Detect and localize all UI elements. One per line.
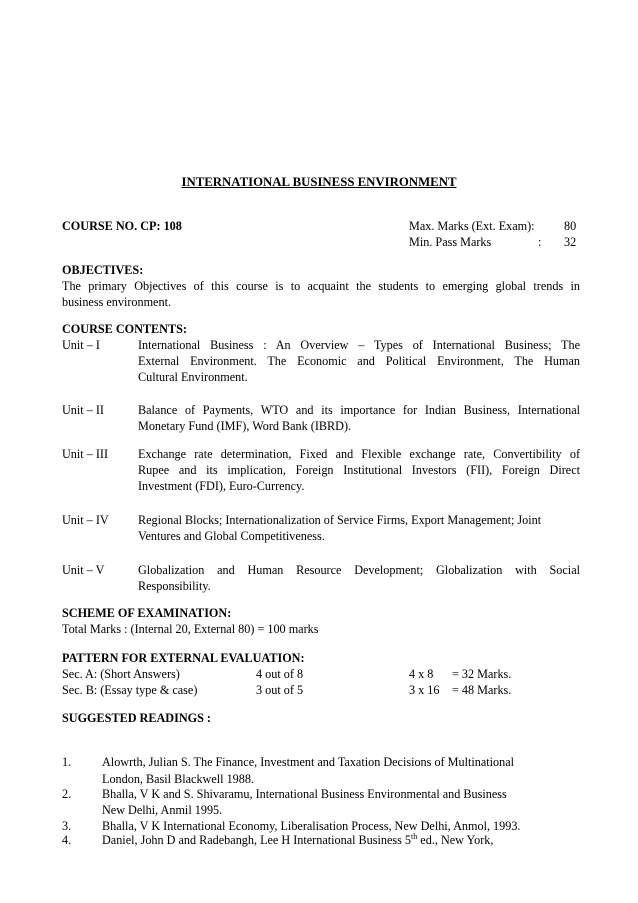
pattern-count-a: 4 out of 8: [256, 667, 304, 681]
unit-text-line: Monetary Fund (IMF), Word Bank (IBRD).: [138, 419, 352, 433]
objectives-heading: OBJECTIVES:: [62, 263, 144, 277]
min-marks-label: Min. Pass Marks: [409, 235, 492, 249]
reading-text: [102, 832, 493, 848]
unit-label: Unit – IV: [62, 513, 109, 527]
pattern-marks-b: = 48 Marks.: [452, 683, 512, 697]
unit-text-line: International Business : An Overview – Types of International Business; The: [138, 338, 580, 352]
min-marks-value: 32: [564, 235, 577, 249]
unit-text-line: Responsibility.: [138, 579, 211, 593]
unit-text-line: Investment (FDI), Euro-Currency.: [138, 479, 305, 493]
reading-text-cont: New Delhi, Anmil 1995.: [102, 803, 223, 817]
max-marks-label: Max. Marks (Ext. Exam):: [409, 219, 535, 233]
pattern-marks-a: = 32 Marks.: [452, 667, 512, 681]
unit-text-line: Rupee and its implication, Foreign Institutional Investors (FII), Foreign Direct: [138, 463, 580, 477]
pattern-calc-b: 3 x 16: [409, 683, 440, 697]
unit-text-line: Cultural Environment.: [138, 370, 248, 384]
readings-heading: SUGGESTED READINGS :: [62, 711, 211, 725]
unit-label: Unit – II: [62, 403, 104, 417]
reading-number: 3.: [62, 819, 72, 833]
pattern-section-a: Sec. A: (Short Answers): [62, 667, 180, 681]
min-marks-colon: :: [538, 235, 542, 249]
reading-text: Bhalla, V K and S. Shivaramu, International Business Environmental and Business: [102, 787, 507, 801]
unit-text-line: Exchange rate determination, Fixed and Flexible exchange rate, Convertibility of: [138, 447, 580, 461]
reading-text-cont: London, Basil Blackwell 1988.: [102, 772, 254, 786]
unit-text-line: Ventures and Global Competitiveness.: [138, 529, 325, 543]
scheme-heading: SCHEME OF EXAMINATION:: [62, 606, 232, 620]
reading-number: 4.: [62, 833, 72, 847]
unit-text-line: Globalization and Human Resource Development; Globalization with Social: [138, 563, 580, 577]
pattern-calc-a: 4 x 8: [409, 667, 434, 681]
scheme-text: Total Marks : (Internal 20, External 80) = 100 marks: [62, 622, 319, 636]
reading-text-part: ed., New York,: [417, 833, 494, 847]
reading-text: Bhalla, V K International Economy, Liberalisation Process, New Delhi, Anmol, 1993.: [102, 819, 521, 833]
unit-text-line: Regional Blocks; Internationalization of Service Firms, Export Management; Joint: [138, 513, 542, 527]
pattern-section-b: Sec. B: (Essay type & case): [62, 683, 198, 697]
objectives-text-cont: business environment.: [62, 295, 171, 309]
reading-text-part: Daniel, John D and Radebangh, Lee H International Business 5: [102, 833, 412, 847]
unit-label: Unit – V: [62, 563, 105, 577]
reading-number: 1.: [62, 755, 72, 769]
unit-text-line: External Environment. The Economic and Political Environment, The Human: [138, 354, 580, 368]
reading-text: Alowrth, Julian S. The Finance, Investment and Taxation Decisions of Multinational: [102, 755, 514, 769]
course-number: COURSE NO. CP: 108: [62, 219, 182, 233]
page-title: INTERNATIONAL BUSINESS ENVIRONMENT: [181, 175, 457, 189]
objectives-text: The primary Objectives of this course is to acquaint the students to emerging global trends in: [62, 279, 580, 293]
unit-text-line: Balance of Payments, WTO and its importance for Indian Business, International: [138, 403, 580, 417]
course-contents-heading: COURSE CONTENTS:: [62, 322, 187, 336]
unit-label: Unit – I: [62, 338, 100, 352]
reading-superscript: th: [411, 831, 418, 841]
unit-label: Unit – III: [62, 447, 109, 461]
pattern-heading: PATTERN FOR EXTERNAL EVALUATION:: [62, 651, 305, 665]
pattern-count-b: 3 out of 5: [256, 683, 304, 697]
max-marks-value: 80: [564, 219, 577, 233]
reading-number: 2.: [62, 787, 72, 801]
